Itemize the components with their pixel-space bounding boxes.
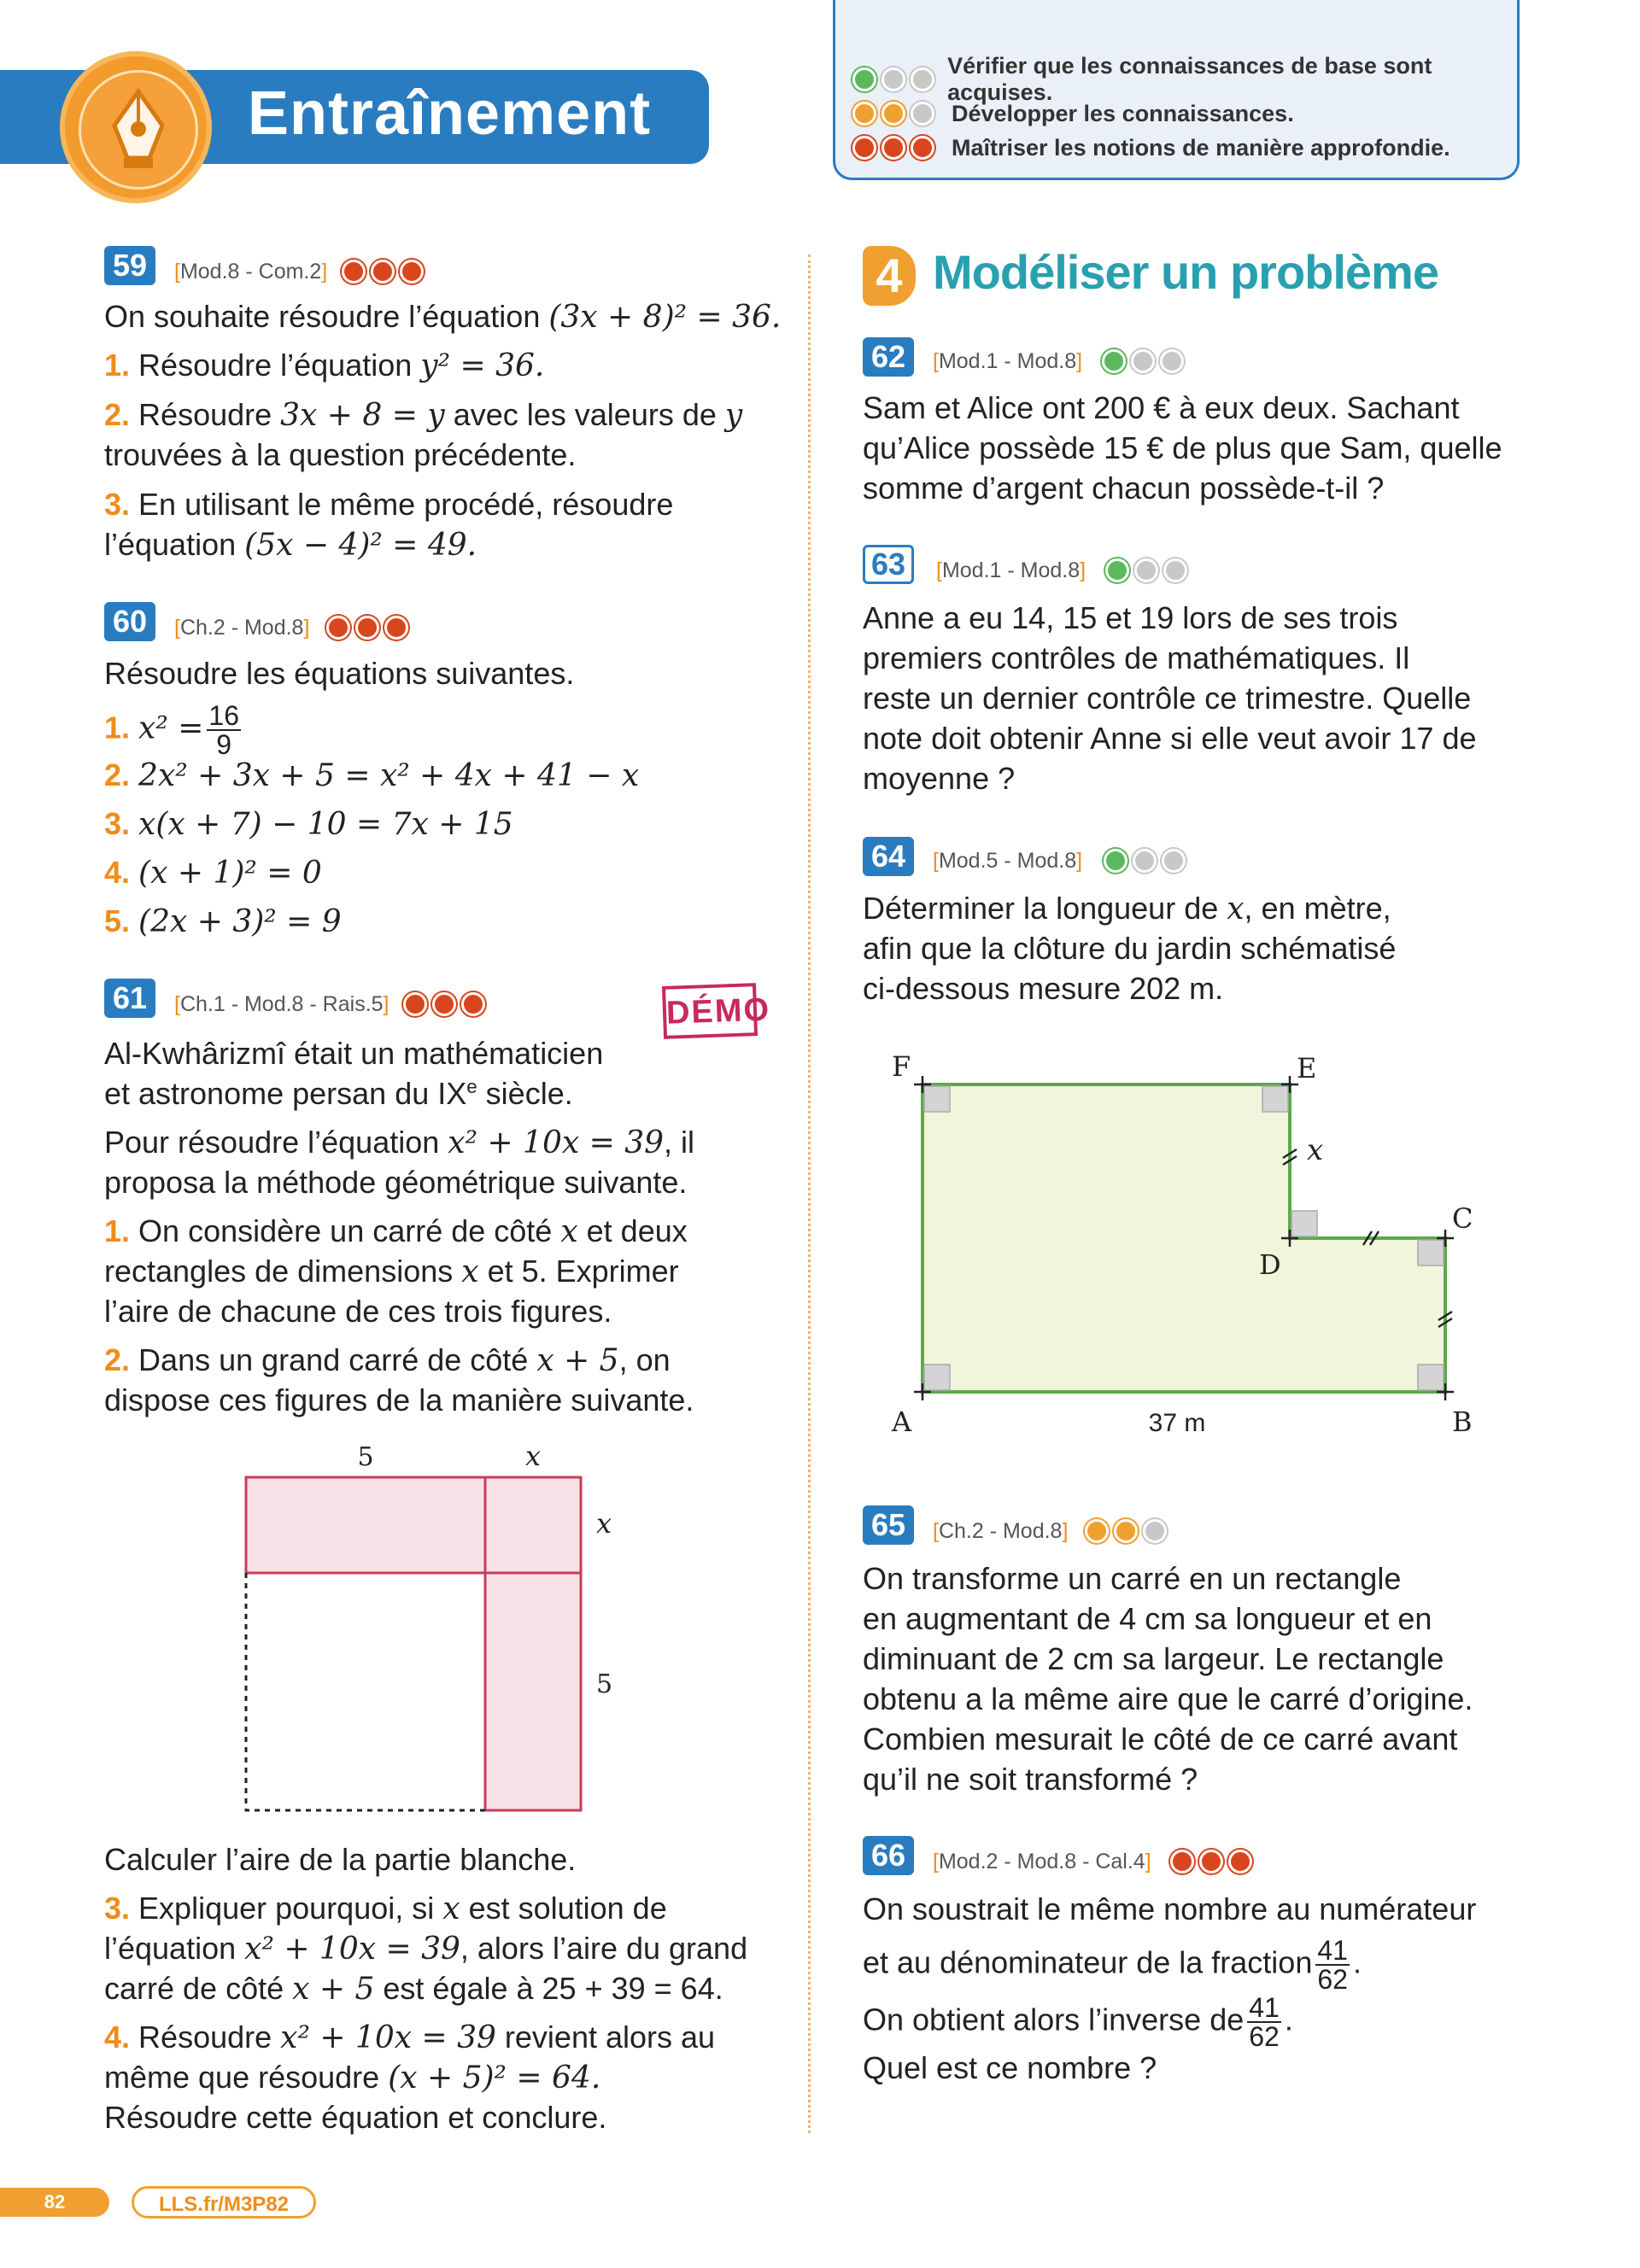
ex64-line-3: ci-dessous mesure 202 m. [863,971,1224,1006]
label-ab-length: 37 m [1148,1409,1206,1437]
exercise-number: 64 [863,837,914,876]
exercise-tag: [Ch.1 - Mod.8 - Rais.5] [174,992,390,1016]
right-angle-b [1418,1365,1444,1390]
label-f: F [892,1050,911,1083]
ex65-line-6: qu’il ne soit transformé ? [863,1762,1198,1797]
ex61-line-1: Al-Kwhârizmî était un mathématicien [104,1036,604,1071]
exercise-tag: [Mod.5 - Mod.8] [933,849,1083,873]
page-number: 82 [0,2188,109,2217]
ex61-q3-cont2: carré de côté x + 5 est égale à 25 + 39 = 64. [104,1971,723,2007]
label-top-5: 5 [357,1442,374,1472]
level-1-icon [1102,342,1189,381]
ex60-intro: Résoudre les équations suivantes. [104,656,575,691]
exercise-tag: [Ch.2 - Mod.8] [933,1519,1069,1543]
label-right-x: x [596,1507,612,1540]
level-3-icon [342,252,429,291]
ex59-intro: On souhaite résoudre l’équation (3x + 8)² = 36. [104,299,782,335]
difficulty-legend [833,0,1520,180]
ex60-item-1: 1. x² = $\frac{16}{9}$ [104,700,239,760]
ex61-line-2: et astronome persan du IXe siècle. [104,1076,573,1111]
label-x: x [1307,1133,1324,1167]
ex65-line-5: Combien mesurait le côté de ce carré avant [863,1721,1458,1757]
ex64-line-2: afin que la clôture du jardin schématisé [863,931,1397,966]
legend-text: Maîtriser les notions de manière approfondie. [952,134,1450,161]
ex66-line-1: On soustrait le même nombre au numérateur [863,1891,1477,1926]
exercise-number: 61 [104,979,155,1018]
exercise-number: 63 [863,545,914,584]
ex61-q2: 2. Dans un grand carré de côté x + 5, on [104,1342,671,1378]
ex61-q1: 1. On considère un carré de côté x et deux [104,1213,688,1249]
ex63-line-5: moyenne ? [863,761,1016,796]
demo-badge: DÉMO [662,983,758,1039]
page-title: Entraînement [248,79,652,148]
exercise-number: 65 [863,1505,914,1545]
pen-nib-icon [81,73,196,187]
label-d: D [1259,1248,1281,1281]
label-right-5: 5 [596,1669,613,1699]
column-separator [808,254,811,2133]
right-angle-c [1418,1240,1444,1266]
resource-link[interactable]: LLS.fr/M3P82 [132,2186,316,2218]
right-angle-d [1292,1211,1317,1236]
ex59-q1: 1. Résoudre l’équation y² = 36. [104,348,545,383]
label-e: E [1297,1052,1317,1084]
ex61-q4-cont2: Résoudre cette équation et conclure. [104,2100,607,2135]
garden-figure [880,1033,1495,1452]
exercise-number: 62 [863,337,914,377]
ex62-line-3: somme d’argent chacun possède-t-il ? [863,471,1385,506]
ex65-line-1: On transforme un carré en un rectangle [863,1561,1402,1596]
exercise-tag: [Mod.8 - Com.2] [174,260,328,284]
section-title: Modéliser un problème [933,245,1438,299]
ex59-q2-cont: trouvées à la question précédente. [104,437,577,472]
ex60-item-5: 5. (2x + 3)² = 9 [104,903,342,939]
level-3-icon [326,608,413,647]
ex61-q4: 4. Résoudre x² + 10x = 39 revient alors au [104,2020,716,2055]
ex61-q3-cont: l’équation x² + 10x = 39, alors l’aire du grand [104,1931,748,1967]
ex60-item-4: 4. (x + 1)² = 0 [104,855,322,891]
ex61-line-3: Pour résoudre l’équation x² + 10x = 39, il [104,1125,695,1160]
exercise-number: 59 [104,246,155,285]
label-b: B [1452,1406,1473,1438]
exercise-tag: [Mod.2 - Mod.8 - Cal.4] [933,1850,1151,1873]
ex61-q1-cont2: l’aire de chacune de ces trois figures. [104,1294,612,1329]
right-angle-f [924,1086,950,1112]
rect-x-by-5 [485,1573,581,1810]
ex66-line-3: On obtient alors l’inverse de $\frac{41}{62}$ . [863,1992,1293,2052]
legend-row-develop [852,99,1294,128]
rect-5-by-x [246,1477,485,1573]
level-3-icon [403,985,490,1024]
ex63-line-3: reste un dernier contrôle ce trimestre. Quelle [863,681,1472,716]
square-x [485,1477,581,1573]
exercise-tag: [Mod.1 - Mod.8] [933,349,1083,373]
ex62-line-2: qu’Alice possède 15 € de plus que Sam, quelle [863,430,1502,465]
level-2-icon [1085,1511,1172,1551]
ex63-line-1: Anne a eu 14, 15 et 19 lors de ses trois [863,600,1398,635]
ex61-q4-cont: même que résoudre (x + 5)² = 64. [104,2060,601,2096]
ex61-q3: 3. Expliquer pourquoi, si x est solution de [104,1891,667,1926]
logo-inner [79,70,198,190]
legend-text: Développer les connaissances. [952,100,1294,126]
ex60-item-2: 2. 2x² + 3x + 5 = x² + 4x + 41 − x [104,757,640,793]
ex61-q2-cont: dispose ces figures de la manière suivante. [104,1382,694,1418]
label-top-x: x [524,1440,542,1472]
ex62-line-1: Sam et Alice ont 200 € à eux deux. Sachant [863,390,1460,425]
ex63-line-4: note doit obtenir Anne si elle veut avoir 17 de [863,721,1477,756]
exercise-number: 60 [104,602,155,641]
ex66-line-2: et au dénominateur de la fraction $\frac{41}{62}$ . [863,1935,1362,1995]
section-number: 4 [863,246,916,306]
label-c: C [1452,1202,1473,1235]
right-angle-a [924,1365,950,1390]
legend-row-basic [852,53,1517,105]
legend-text: Vérifier que les connaissances de base sont acquises. [947,53,1432,105]
label-a: A [892,1406,912,1438]
ex66-line-4: Quel est ce nombre ? [863,2050,1157,2085]
ex63-line-2: premiers contrôles de mathématiques. Il [863,640,1410,675]
exercise-tag: [Mod.1 - Mod.8] [936,558,1086,582]
ex59-q3-cont: l’équation (5x − 4)² = 49. [104,527,477,563]
white-square-border [246,1573,485,1810]
ex61-after-figure: Calculer l’aire de la partie blanche. [104,1842,577,1877]
level-2-icon [852,102,946,126]
ex65-line-4: obtenu a la même aire que le carré d’origine. [863,1681,1473,1716]
ex59-q2: 2. Résoudre 3x + 8 = y avec les valeurs de y [104,397,743,433]
ex60-item-3: 3. x(x + 7) − 10 = 7x + 15 [104,806,513,842]
ex65-line-3: diminuant de 2 cm sa largeur. Le rectangle [863,1641,1444,1676]
legend-row-master [852,133,1450,162]
ex59-q3: 3. En utilisant le même procédé, résoudre [104,487,674,522]
level-1-icon [1104,841,1191,880]
level-1-icon [1105,551,1192,590]
ex64-line-1: Déterminer la longueur de x, en mètre, [863,891,1391,926]
exercise-number: 66 [863,1836,914,1875]
exercise-tag: [Ch.2 - Mod.8] [174,616,310,640]
ex61-line-4: proposa la méthode géométrique suivante. [104,1165,688,1200]
level-1-icon [852,67,942,91]
level-3-icon [1170,1842,1257,1881]
square-figure [231,1435,624,1815]
ex61-q1-cont: rectangles de dimensions x et 5. Exprimer [104,1254,679,1289]
right-angle-e [1262,1086,1288,1112]
level-3-icon [852,136,946,160]
ex65-line-2: en augmentant de 4 cm sa longueur et en [863,1601,1432,1636]
